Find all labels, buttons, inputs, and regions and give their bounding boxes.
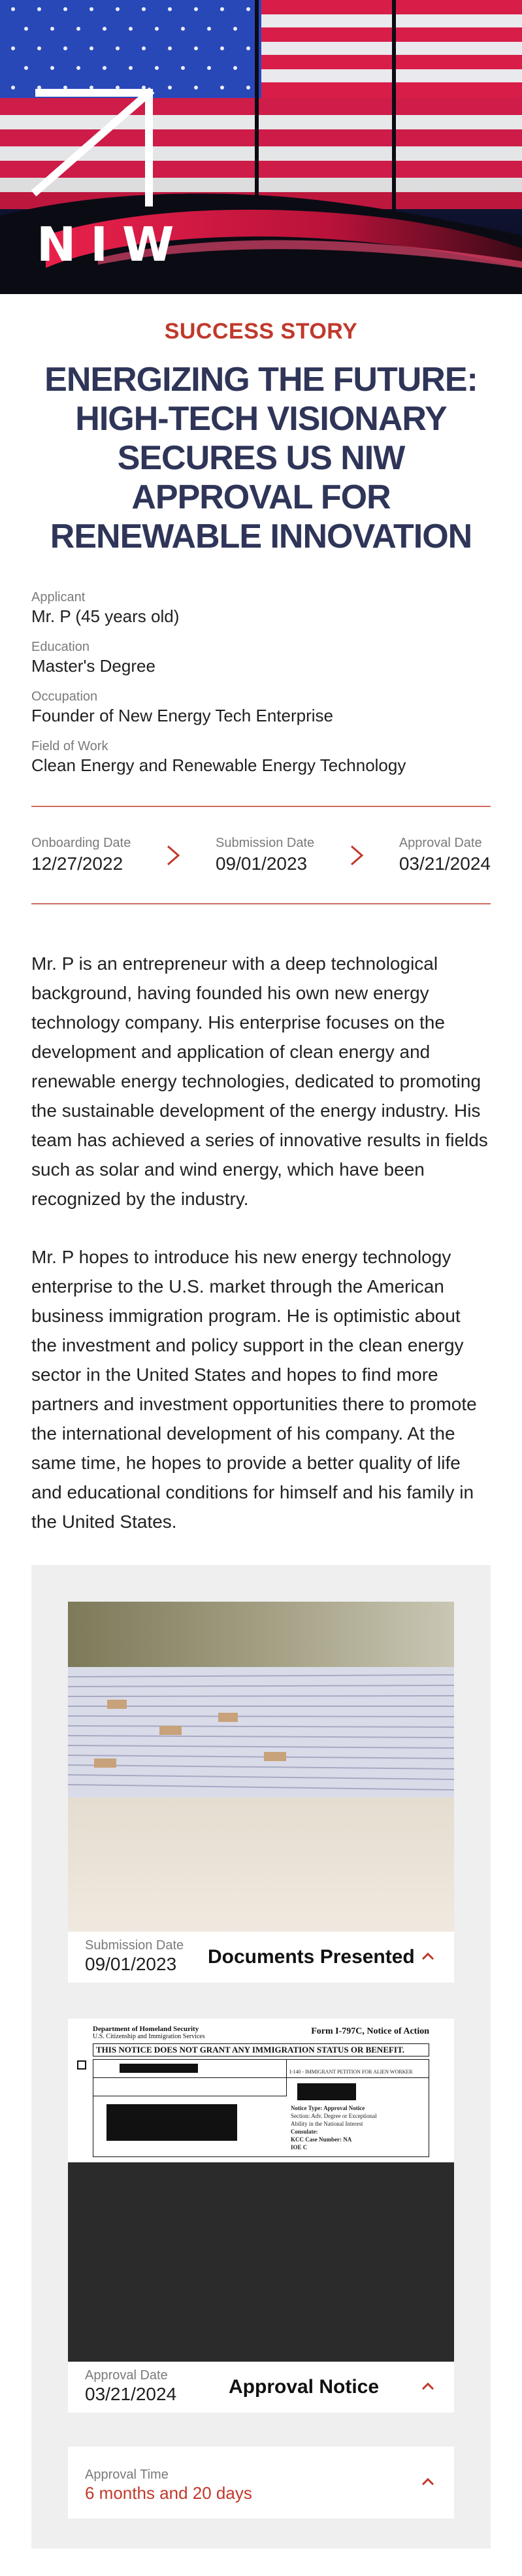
profile-info	[31, 590, 491, 776]
chevron-up-icon[interactable]	[420, 2381, 436, 2392]
story-paragraph: Mr. P hopes to introduce his new energy technology enterprise to the U.S. market through the American business immigration program. He is optimistic about the investment and policy support in the clean energy sector in the United States and hopes to find more partners and investment opportunities there to promote the international development of his company. At the same time, he hopes to provide a better quality of life and educational conditions for himself and his family in the United States.	[31, 1247, 477, 1532]
timeline-label: Onboarding Date	[31, 836, 131, 850]
approval-card[interactable]	[68, 2362, 454, 2413]
redaction	[297, 2083, 356, 2100]
profile-value: Master's Degree	[31, 656, 155, 676]
approval-notice-title: Approval Notice	[229, 2376, 380, 2398]
notice-agency: Department of Homeland Security	[93, 2025, 199, 2033]
submission-card[interactable]	[68, 1932, 454, 1983]
story-paragraph: Mr. P is an entrepreneur with a deep technological background, having founded his own new energy technology company. His enterprise focuses on the development and application of clean energy and renewable energy technologies, dedicated to promoting the sustainable development of the energy industry. His team has achieved a series of innovative results in fields such as solar and wind energy, which have been recognized by the industry.	[31, 953, 488, 1209]
timeline-label: Submission Date	[215, 836, 315, 850]
page-title: ENERGIZING THE FUTURE: HIGH-TECH VISIONARY SECURES US NIW APPROVAL FOR RENEWABLE INNOVATION	[44, 361, 478, 555]
profile-value: Mr. P (45 years old)	[31, 606, 180, 626]
notice-form-grid	[93, 2059, 429, 2157]
notice-ioe: IOE C	[291, 2144, 308, 2151]
documents-panel	[31, 1565, 491, 2549]
timeline-label: Approval Date	[399, 836, 482, 850]
notice-banner: THIS NOTICE DOES NOT GRANT ANY IMMIGRATION STATUS OR BENEFIT.	[93, 2043, 429, 2056]
timeline	[31, 836, 491, 874]
approval-time-card[interactable]	[68, 2447, 454, 2518]
notice-kcc: KCC Case Number: NA	[291, 2136, 352, 2143]
documents-presented-title: Documents Presented	[208, 1946, 415, 1968]
profile-label: Applicant	[31, 590, 86, 604]
notice-case-type: I-140 - IMMIGRANT PETITION FOR ALIEN WORKER	[287, 2060, 429, 2078]
timeline-onboarding	[31, 836, 131, 874]
documents-stack-photo[interactable]	[68, 1602, 454, 1932]
profile-label: Field of Work	[31, 739, 108, 753]
profile-applicant	[31, 590, 491, 627]
notice-section: Section: Adv. Degree or Exceptional	[291, 2113, 377, 2119]
notice-blur-overlay	[68, 2162, 454, 2362]
profile-education	[31, 640, 491, 676]
profile-field-of-work	[31, 739, 491, 776]
hero-banner	[0, 0, 522, 294]
profile-occupation	[31, 689, 491, 726]
redaction	[106, 2104, 237, 2141]
submission-date-label: Submission Date	[85, 1938, 184, 1953]
timeline-approval	[399, 836, 491, 874]
qr-icon	[77, 2060, 86, 2070]
timeline-submission	[216, 836, 314, 874]
success-story-kicker: SUCCESS STORY	[164, 319, 358, 344]
approval-time-value: 6 months and 20 days	[85, 2483, 252, 2503]
timeline-value: 03/21/2024	[399, 853, 491, 874]
profile-value: Founder of New Energy Tech Enterprise	[31, 706, 333, 725]
chevron-right-icon	[164, 842, 182, 868]
notice-section-2: Ability in the National Interest	[291, 2121, 363, 2127]
notice-details	[287, 2103, 429, 2153]
profile-label: Occupation	[31, 689, 98, 704]
chevron-up-icon[interactable]	[420, 2477, 436, 2487]
approval-date-label: Approval Date	[85, 2368, 168, 2383]
redaction	[120, 2064, 198, 2073]
notice-agency-sub: U.S. Citizenship and Immigration Services	[93, 2033, 205, 2040]
divider-bottom	[31, 903, 491, 904]
chevron-right-icon	[348, 842, 366, 868]
divider-top	[31, 806, 491, 807]
submission-date-value: 09/01/2023	[85, 1954, 177, 1974]
approval-time-label: Approval Time	[85, 2468, 169, 2482]
timeline-value: 09/01/2023	[215, 853, 308, 874]
notice-type: Notice Type: Approval Notice	[291, 2105, 365, 2111]
profile-label: Education	[31, 640, 90, 654]
profile-value: Clean Energy and Renewable Energy Technology	[31, 755, 406, 775]
story-body	[31, 949, 491, 1536]
timeline-value: 12/27/2022	[31, 853, 123, 874]
approval-date-value: 03/21/2024	[85, 2384, 177, 2404]
approval-notice-image[interactable]	[68, 2019, 454, 2362]
niw-logo-text: NIW	[37, 217, 189, 272]
chevron-up-icon[interactable]	[420, 1951, 436, 1962]
notice-form-title: Form I-797C, Notice of Action	[311, 2026, 429, 2036]
notice-consulate: Consulate:	[291, 2128, 318, 2135]
